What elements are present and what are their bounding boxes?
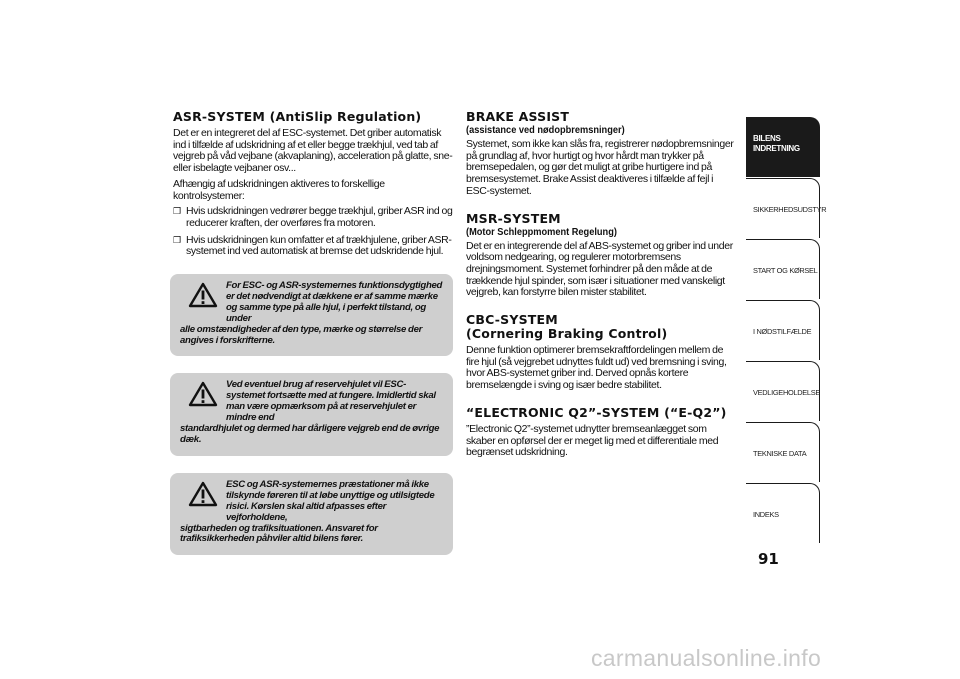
warning-text [180,380,443,445]
asr-section [173,110,453,262]
bullet-box-icon: ❒ [173,234,182,245]
msr-section [466,212,738,300]
brake-assist-body: Systemet, som ikke kan slås fra, registrerer nødopbremsninger på grundlag af, hvor hurtigt og hvor hårdt man trykker på bremsepedalen, og gør det muligt at gribe hurtigere ind på bremsesystemet. Brake Assist deaktiveres i tilfælde af fejl i ESC-systemet. [466,138,734,197]
warning-text [180,281,443,346]
warning-text [180,480,443,545]
eq2-body: ”Electronic Q2”-systemet udnytter bremseanlægget som skaber en opførsel der er meget lig med et differentiale med begrænset udskridning. [466,422,719,459]
warning-box-3 [170,473,453,555]
tab-indeks[interactable]: INDEKS [746,483,820,543]
warning-text-rest: alle omstændigheder af den type, mærke og størrelse der angives i forskrifterne. [180,323,423,346]
msr-body: Det er en integrerende del af ABS-systemet og griber ind under voldsom nedgearing, og regulerer motorbremsens drejningsmoment. Systemet forhindrer på den måde at de trækkende hjul spinder, som især i situationer med vanskeligt vejgreb, kan forstyrre bilen mister stabilitet. [466,239,733,299]
page-number: 91 [758,550,779,568]
cbc-section [466,313,738,392]
warning-triangle-icon [188,481,218,507]
left-column [173,110,453,555]
warning-text-indented: Ved eventuel brug af reservehjulet vil ESC-systemet fortsætte med at fungere. Imidlertid skal man være opmærksom på at reservehjulet er mindre end [226,379,436,424]
warning-triangle-icon [188,282,218,308]
warning-triangle-icon [188,381,218,407]
asr-bullet-2 [173,235,453,262]
warning-text-indented: For ESC- og ASR-systemernes funktionsdygtighed er det nødvendigt at dækkene er af samme mærke og samme type på alle hjul, i perfekt tilstand, og under [226,280,443,324]
brake-assist-section [466,110,738,198]
asr-paragraph-1: Det er en integreret del af ESC-systemet. Det griber automatisk ind i tilfælde af udskridning af et eller begge trækhjul, ved tab af vejgreb på våd vejbane (akvaplaning), acceleration på glatte, sne- eller isbelagte vejbaner osv... [173,127,453,175]
bullet-text: Hvis udskridningen vedrører begge trækhjul, griber ASR ind og reducerer kraften, der overføres fra motoren. [186,205,453,229]
bullet-box-icon: ❒ [173,206,182,217]
asr-bullet-1 [173,206,453,233]
bullet-text: Hvis udskridningen kun omfatter et af trækhjulene, griber ASR-systemet ind ved automatisk at bremse det udskridende hjul. [186,233,452,258]
tab-bilens-indretning[interactable]: BILENS INDRETNING [746,117,820,177]
brake-assist-subheading: (assistance ved nødopbremsninger) [466,124,625,136]
warning-box-1 [170,274,453,356]
tab-i-nodstilfaelde[interactable]: I NØDSTILFÆLDE [746,300,820,360]
tab-start-og-korsel[interactable]: START OG KØRSEL [746,239,820,299]
msr-heading: MSR-SYSTEM [466,210,561,226]
cbc-heading-2: (Cornering Braking Control) [466,326,668,342]
warning-text-rest: standardhjulet og dermed har dårligere vejgreb end de øvrige dæk. [180,423,440,445]
warning-box-2 [170,373,453,455]
msr-subheading: (Motor Schleppmoment Regelung) [466,225,617,238]
warning-text-rest: sigtbarheden og trafiksituationen. Ansvaret for trafiksikkerheden påhviler altid bilens fører. [180,522,378,545]
cbc-body: Denne funktion optimerer bremsekraftfordelingen mellem de fire hjul (så vejgrebet udnyttes fuldt ud) ved bremsning i sving, hvor ABS-systemet griber ind. Derved opnås kortere bremselængde i sving og især bedre stabilitet. [466,344,727,392]
tab-tekniske-data[interactable]: TEKNISKE DATA [746,422,820,482]
eq2-heading: “ELECTRONIC Q2”-SYSTEM (“E-Q2”) [466,404,727,420]
watermark: carmanualsonline.info [591,645,822,671]
tab-sikkerhedsudstyr[interactable]: SIKKERHEDSUDSTYR [746,178,820,238]
cbc-heading: CBC-SYSTEM [466,312,558,328]
tab-vedligeholdelse[interactable]: VEDLIGEHOLDELSE [746,361,820,421]
warning-text-indented: ESC og ASR-systemernes præstationer må ikke tilskynde føreren til at løbe unyttige og utilsigtede risici. Kørslen skal altid afpasses efter vejforholdene, [226,478,435,523]
right-column [466,110,738,469]
asr-heading: ASR-SYSTEM (AntiSlip Regulation) [173,109,422,124]
brake-assist-heading: BRAKE ASSIST [466,109,570,124]
chapter-tabs [746,117,827,544]
eq2-section [466,406,738,459]
asr-paragraph-2: Afhængig af udskridningen aktiveres to forskellige kontrolsystemer: [173,177,385,202]
